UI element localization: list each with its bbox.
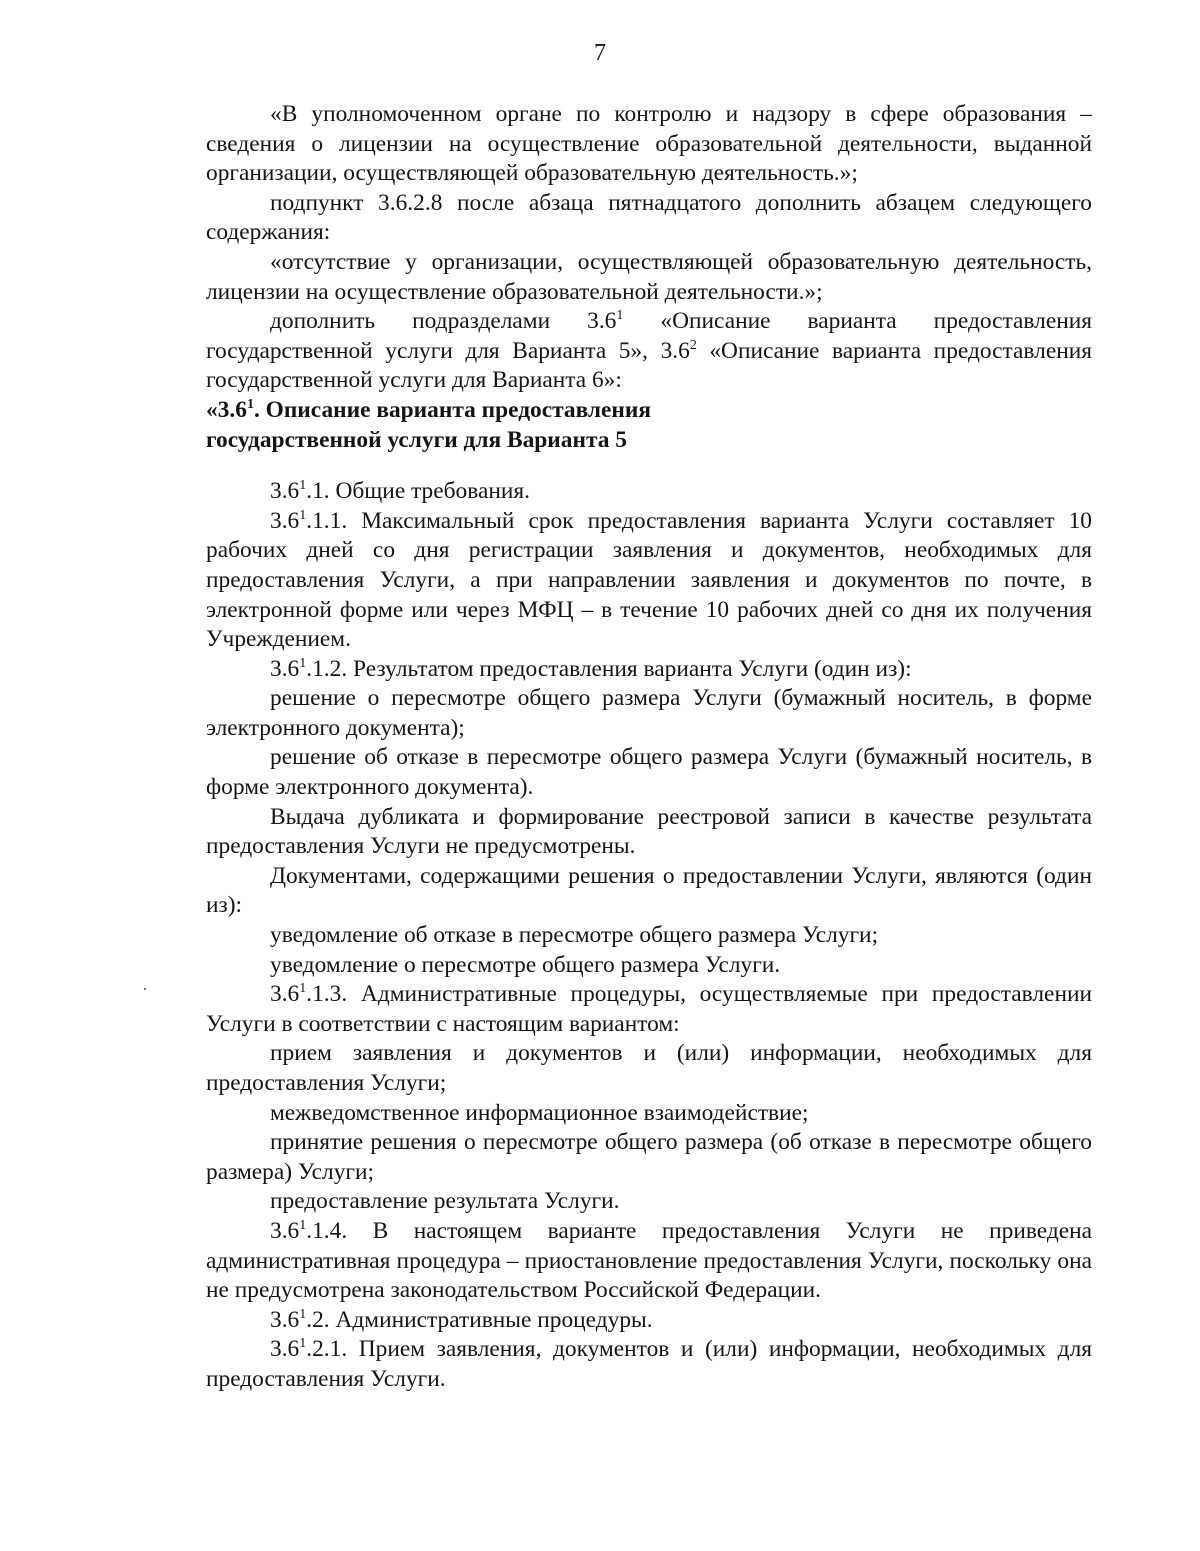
paragraph-supplement <box>206 307 1092 396</box>
text-span: «Описание варианта предоставления государственной услуги для Варианта 6»: <box>206 337 1092 394</box>
item-number-suffix: .1.2. <box>306 655 354 682</box>
list-item <box>206 684 1092 743</box>
list-item <box>206 655 1092 685</box>
superscript: 2 <box>689 337 697 353</box>
item-text: Прием заявления, документов и (или) информации, необходимых для предоставления Услуги. <box>206 1336 1092 1392</box>
text-span: дополнить подразделами 3.6 <box>270 308 617 335</box>
list-item <box>206 1306 1092 1336</box>
item-number-suffix: .2.1. <box>306 1336 359 1363</box>
item-number-suffix: .1.3. <box>306 981 361 1008</box>
item-text: Административные процедуры. <box>335 1306 653 1333</box>
superscript: 1 <box>299 478 307 494</box>
item-text: прием заявления и документов и (или) информации, необходимых для предоставления Услуги; <box>206 1040 1092 1096</box>
list-item <box>206 477 1092 507</box>
list-item <box>206 1099 1092 1129</box>
section-items <box>206 477 1092 1394</box>
heading-line-1 <box>206 396 1092 426</box>
list-item <box>206 921 1092 951</box>
item-text: уведомление о пересмотре общего размера Услуги. <box>270 951 781 978</box>
list-item <box>206 862 1092 921</box>
list-item <box>206 980 1092 1039</box>
item-number-suffix: .1.1. <box>306 507 362 534</box>
paragraph: «отсутствие у организации, осуществляющей образовательную деятельность, лицензии на осуществление образовательной деятельности.»; <box>206 248 1092 305</box>
list-item <box>206 951 1092 981</box>
item-text: решение об отказе в пересмотре общего размера Услуги (бумажный носитель, в форме электронного документа). <box>206 744 1092 801</box>
paragraph: «В уполномоченном органе по контролю и надзору в сфере образования – сведения о лицензии на осуществление образовательной деятельности, выданной организации, осуществляющей образовательную деятельность.»; <box>206 101 1092 187</box>
heading-text: . Описание варианта предоставления <box>253 396 652 423</box>
section-heading <box>206 396 1092 455</box>
list-item <box>206 1039 1092 1098</box>
list-item <box>206 507 1092 655</box>
item-text: уведомление об отказе в пересмотре общего размера Услуги; <box>270 922 879 949</box>
item-number-suffix: .1. <box>306 478 336 505</box>
document-body <box>206 100 1092 1395</box>
list-item <box>206 803 1092 862</box>
item-number: 3.6 <box>270 1217 300 1244</box>
item-text: предоставление результата Услуги. <box>270 1188 620 1215</box>
item-text: Результатом предоставления варианта Услуги (один из): <box>353 655 912 682</box>
heading-prefix: «3.6 <box>206 396 247 423</box>
item-number: 3.6 <box>270 655 300 682</box>
superscript: 1 <box>246 396 254 412</box>
superscript: 1 <box>299 981 307 997</box>
scan-speck <box>144 988 146 990</box>
item-number: 3.6 <box>270 478 300 505</box>
list-item <box>206 1217 1092 1306</box>
superscript: 1 <box>299 1217 307 1233</box>
item-number: 3.6 <box>270 507 300 534</box>
list-item <box>206 1128 1092 1187</box>
superscript: 1 <box>299 1336 307 1352</box>
item-text: Выдача дубликата и формирование реестровой записи в качестве результата предоставления Услуги не предусмотрены. <box>206 803 1092 860</box>
list-item <box>206 1187 1092 1217</box>
item-number-suffix: .1.4. <box>306 1217 373 1244</box>
heading-line-2: государственной услуги для Варианта 5 <box>206 426 627 453</box>
item-text: принятие решения о пересмотре общего размера (об отказе в пересмотре общего размера) Услуги; <box>206 1129 1092 1185</box>
text-span: «Описание варианта предоставления государственной услуги для Варианта 5», 3.6 <box>206 308 1092 364</box>
item-number: 3.6 <box>270 981 300 1008</box>
item-number: 3.6 <box>270 1306 300 1333</box>
item-text: Административные процедуры, осуществляемые при предоставлении Услуги в соответствии с настоящим вариантом: <box>206 981 1092 1037</box>
list-item <box>206 1335 1092 1394</box>
paragraph: подпункт 3.6.2.8 после абзаца пятнадцатого дополнить абзацем следующего содержания: <box>206 189 1092 246</box>
superscript: 1 <box>299 507 307 523</box>
item-text: межведомственное информационное взаимодействие; <box>270 1099 809 1126</box>
superscript: 1 <box>616 308 624 324</box>
superscript: 1 <box>299 1306 307 1322</box>
list-item <box>206 743 1092 802</box>
item-text: решение о пересмотре общего размера Услуги (бумажный носитель, в форме электронного документа); <box>206 685 1092 741</box>
item-number-suffix: .2. <box>306 1306 336 1333</box>
item-text: Общие требования. <box>335 478 530 505</box>
item-number: 3.6 <box>270 1336 300 1363</box>
item-text: Максимальный срок предоставления варианта Услуги составляет 10 рабочих дней со дня регистрации заявления и документов, необходимых для предоставления Услуги, а при направлении заявления и документов по почте, в электронной форме или через МФЦ – в течение 10 рабочих дней со дня их получения Учреждением. <box>206 507 1092 653</box>
item-text: Документами, содержащими решения о предоставлении Услуги, являются (один из): <box>206 862 1092 919</box>
page-number: 7 <box>594 40 606 66</box>
superscript: 1 <box>299 655 307 671</box>
item-text: В настоящем варианте предоставления Услуги не приведена административная процедура – приостановление предоставления Услуги, поскольку она не предусмотрена законодательством Российской Федерации. <box>206 1217 1092 1304</box>
